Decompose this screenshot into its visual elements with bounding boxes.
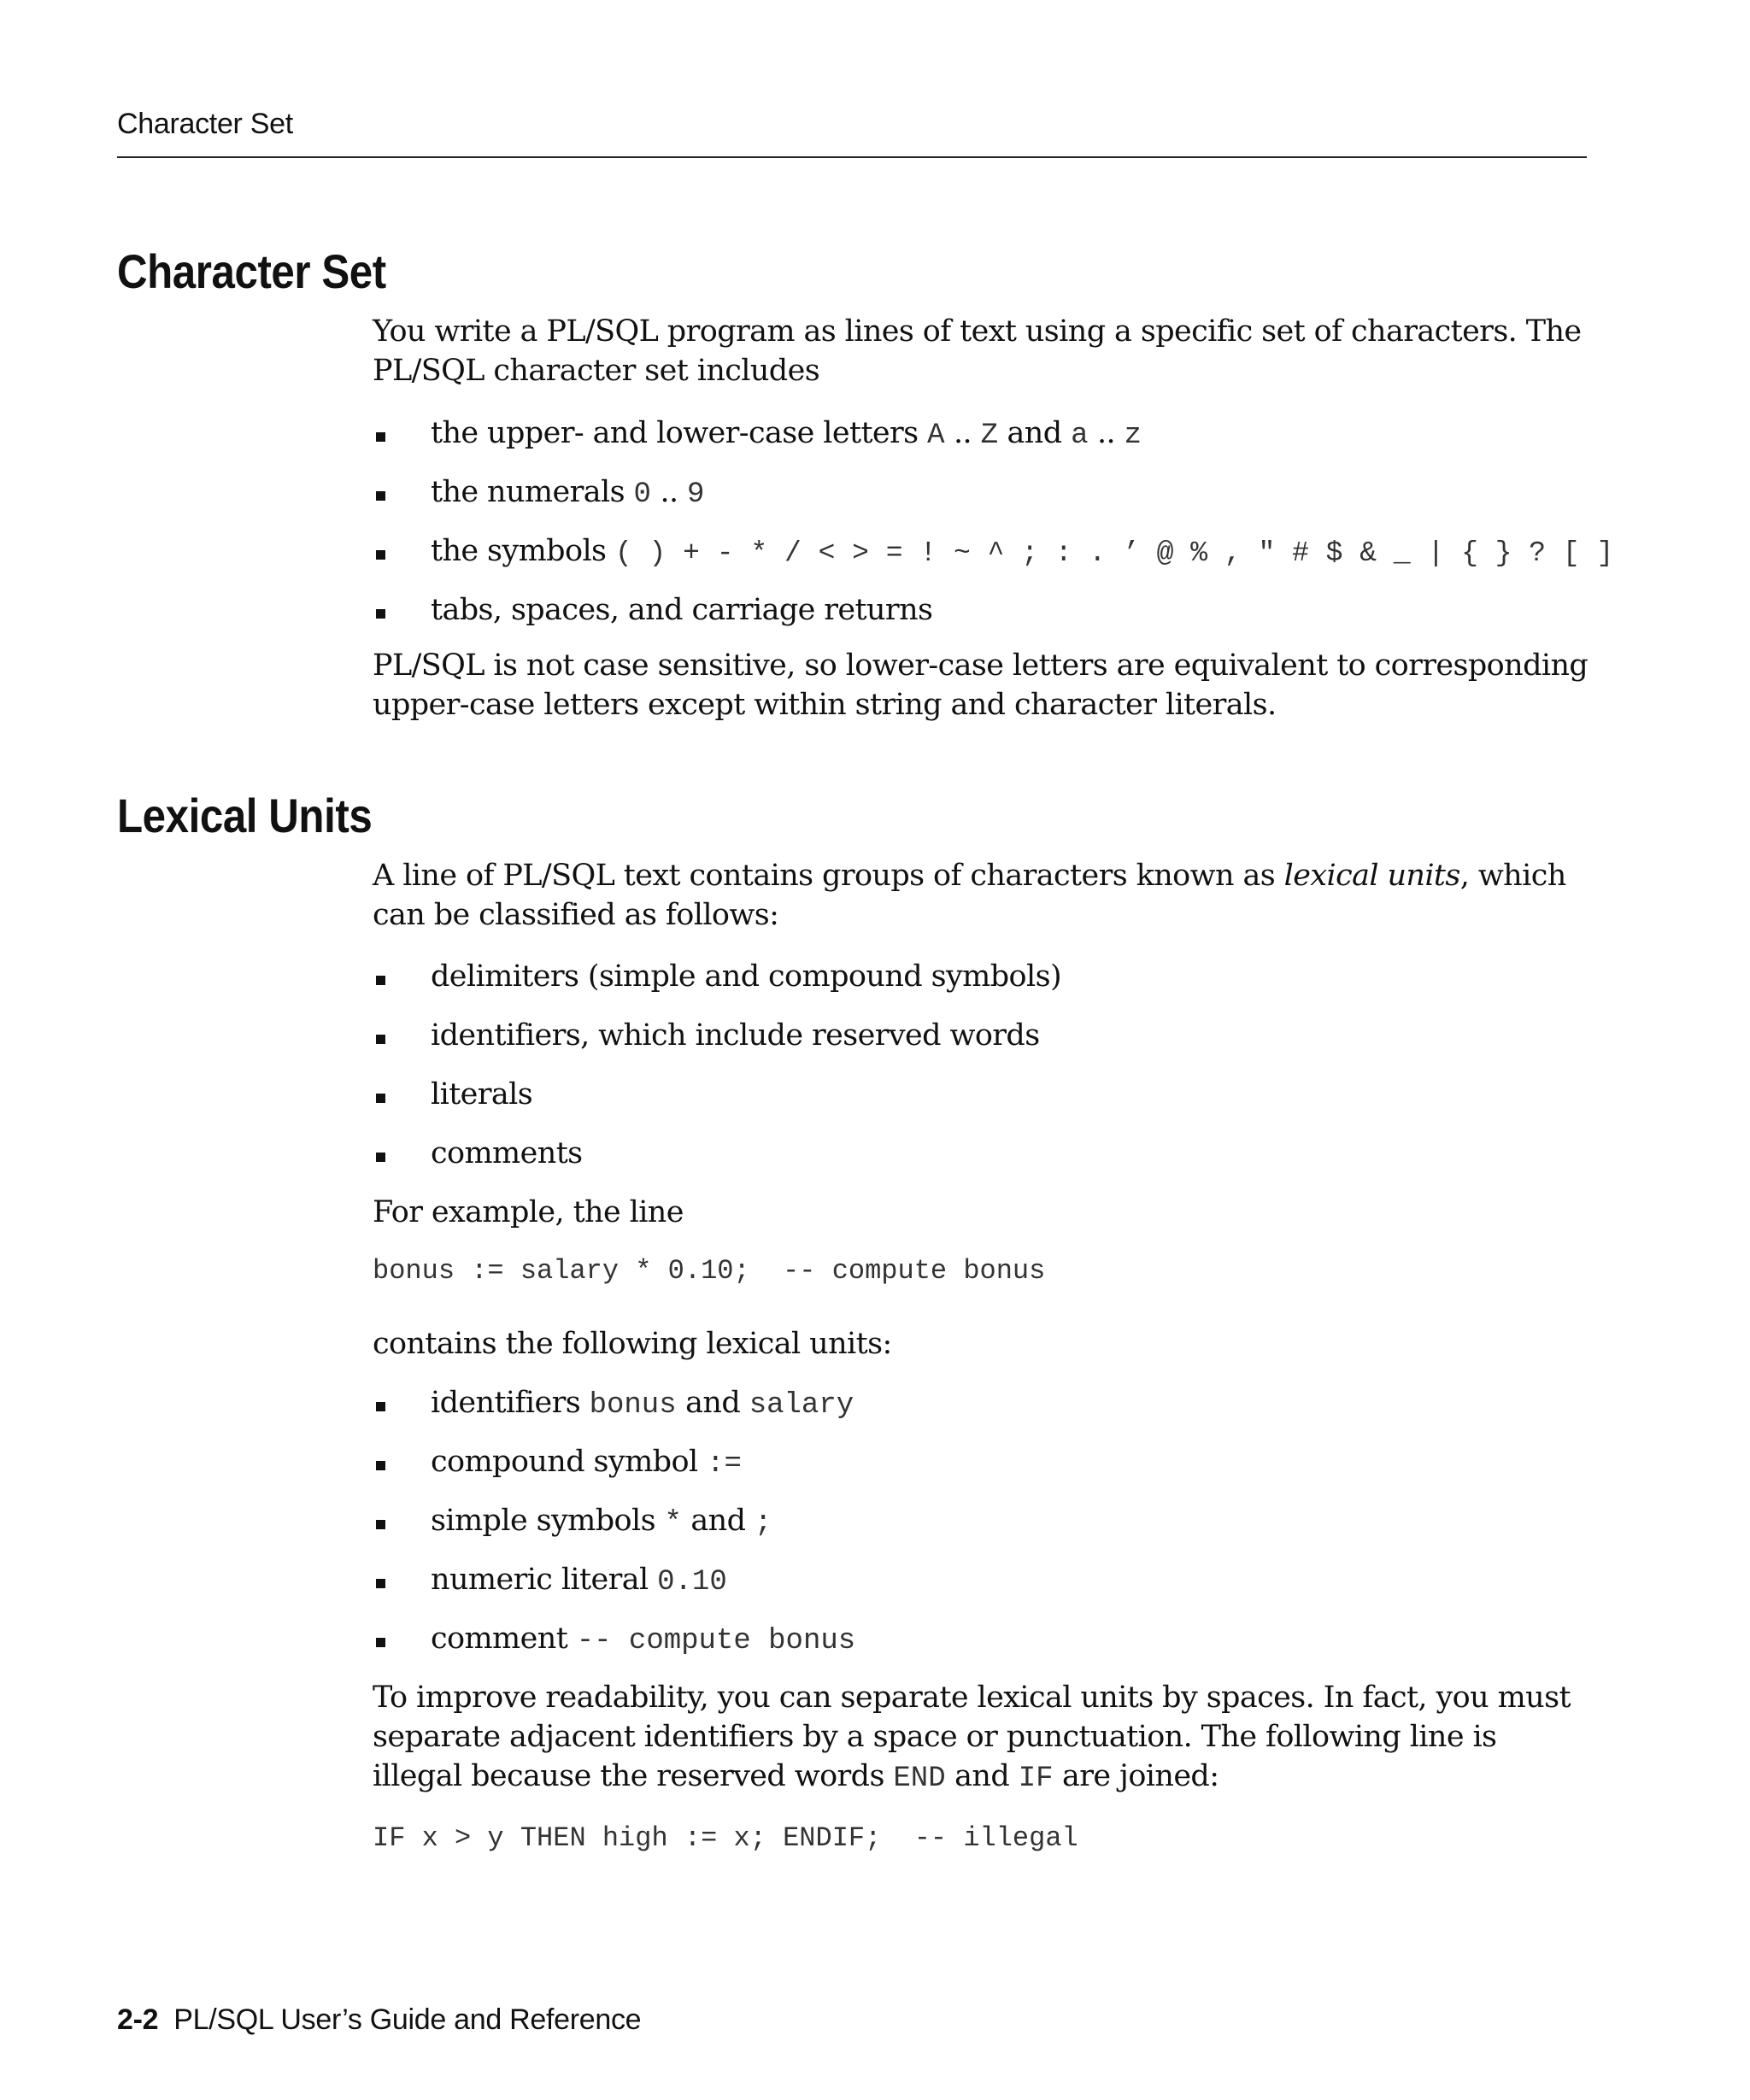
bullet-icon (376, 1520, 385, 1529)
bullet-icon (376, 1153, 385, 1162)
bullet-icon (376, 609, 385, 619)
list-item (373, 1075, 1594, 1114)
bullet-icon (376, 1402, 385, 1411)
bullet-icon (376, 1461, 385, 1470)
page-footer (117, 2003, 641, 2037)
page-number: 2-2 (117, 2003, 159, 2036)
list-item-text: the symbols ( ) + - * / < > = ! ~ ^ ; : . ’ @ % , " # $ & _ | { } ? [ ] (431, 534, 1614, 569)
list-item (373, 531, 1614, 571)
list-item-text: comment -- compute bonus (431, 1622, 856, 1657)
list-item (373, 1383, 1594, 1422)
header-rule (117, 156, 1587, 158)
readability-paragraph: To improve readability, you can separate lexical units by spaces. In fact, you must separate adjacent identifiers by a space or punctuation. The following line is illegal because the reserved words END and IF are joined: (373, 1681, 1571, 1795)
bullet-icon (376, 976, 385, 985)
list-item-text: tabs, spaces, and carriage returns (431, 593, 933, 627)
running-header: Character Set (117, 108, 293, 140)
bullet-icon (376, 550, 385, 560)
list-item-text: identifiers, which include reserved words (431, 1018, 1040, 1053)
list-item (373, 1134, 1594, 1173)
section-heading-character-set: Character Set (117, 244, 386, 298)
example-intro: For example, the line (373, 1195, 684, 1229)
book-title: PL/SQL User’s Guide and Reference (173, 2003, 642, 2036)
list-item-text: comments (431, 1136, 583, 1170)
lexical-intro: A line of PL/SQL text contains groups of characters known as lexical units, which can be classified as follows: (373, 859, 1566, 932)
list-item-text: simple symbols * and ; (431, 1504, 772, 1540)
list-item (373, 1619, 1594, 1658)
list-item-text: numeric literal 0.10 (431, 1563, 727, 1598)
list-item (373, 957, 1594, 996)
contains-intro: contains the following lexical units: (373, 1327, 892, 1361)
bullet-icon (376, 1638, 385, 1647)
bullet-icon (376, 1579, 385, 1588)
list-item (373, 1501, 1594, 1540)
list-item (373, 472, 1594, 512)
bullet-icon (376, 491, 385, 501)
list-item-text: literals (431, 1077, 533, 1112)
list-item-text: compound symbol := (431, 1445, 742, 1481)
charset-outro: PL/SQL is not case sensitive, so lower-case letters are equivalent to corresponding upper-case letters except within string and character literals. (373, 648, 1589, 722)
bullet-icon (376, 1094, 385, 1103)
list-item (373, 414, 1594, 453)
list-item-text: the numerals 0 .. 9 (431, 475, 705, 511)
illegal-code: IF x > y THEN high := x; ENDIF; -- illegal (373, 1822, 1078, 1854)
example-code: bonus := salary * 0.10; -- compute bonus (373, 1255, 1046, 1287)
list-item (373, 590, 1594, 630)
list-item-text: the upper- and lower-case letters A .. Z and a .. z (431, 416, 1142, 452)
bullet-icon (376, 1035, 385, 1044)
section-heading-lexical-units: Lexical Units (117, 789, 373, 842)
list-item-text: identifiers bonus and salary (431, 1386, 854, 1422)
list-item (373, 1560, 1594, 1599)
list-item-text: delimiters (simple and compound symbols) (431, 959, 1062, 994)
bullet-icon (376, 432, 385, 442)
list-item (373, 1442, 1594, 1481)
list-item (373, 1016, 1594, 1055)
charset-intro: You write a PL/SQL program as lines of text using a specific set of characters. The PL/SQL character set includes (373, 314, 1582, 388)
